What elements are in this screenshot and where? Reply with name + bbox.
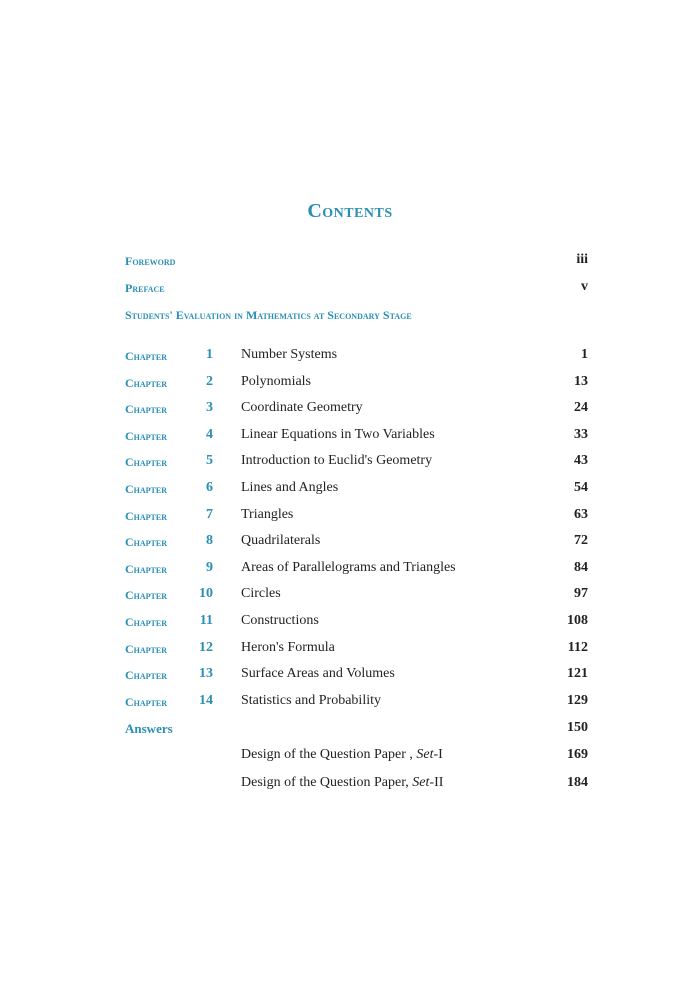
chapter-page: 121 (567, 666, 588, 682)
front-matter-item[interactable] (125, 279, 588, 301)
chapter-number: 9 (206, 559, 213, 575)
answers-row[interactable] (125, 720, 588, 742)
extra-set-label: Set (412, 775, 430, 790)
extra-item[interactable] (125, 775, 588, 797)
chapter-row[interactable] (125, 480, 588, 502)
chapter-row[interactable] (125, 427, 588, 449)
chapter-row[interactable] (125, 613, 588, 635)
chapter-title: Triangles (241, 506, 294, 522)
chapter-page: 97 (574, 586, 588, 602)
chapter-title: Polynomials (241, 373, 312, 389)
chapter-label: Chapter (125, 668, 168, 683)
chapter-label: Chapter (125, 455, 168, 470)
chapter-page: 33 (574, 426, 588, 442)
extra-page: 169 (567, 747, 588, 762)
chapter-title: Areas of Parallelograms and Triangles (241, 559, 456, 575)
chapter-label: Chapter (125, 641, 168, 656)
chapter-number: 7 (206, 506, 213, 522)
front-matter-label: Students' Evaluation in Mathematics at Secondary Stage (125, 308, 412, 322)
chapter-label: Chapter (125, 349, 168, 363)
chapter-number: 14 (199, 692, 213, 708)
chapter-page: 13 (574, 373, 588, 389)
chapter-page: 63 (574, 506, 588, 522)
chapter-row[interactable] (125, 347, 588, 369)
answers-label: Answers (125, 721, 173, 736)
chapter-page: 84 (574, 559, 588, 575)
chapter-number: 2 (206, 373, 213, 389)
page-title: Contents (307, 200, 393, 222)
chapter-label: Chapter (125, 615, 168, 629)
chapter-title: Number Systems (241, 347, 338, 362)
chapter-label: Chapter (125, 428, 168, 443)
chapter-number: 4 (206, 426, 213, 442)
chapter-label: Chapter (125, 561, 168, 576)
chapter-title: Coordinate Geometry (241, 400, 363, 416)
chapter-row[interactable] (125, 453, 588, 475)
chapter-number: 12 (199, 639, 213, 655)
chapter-row[interactable] (125, 560, 588, 582)
extra-title-text: Design of the Question Paper , (241, 747, 417, 762)
chapter-number: 11 (199, 613, 213, 628)
chapter-row[interactable] (125, 533, 588, 555)
extra-item[interactable] (125, 747, 588, 769)
chapter-page: 108 (567, 613, 588, 628)
chapter-number: 13 (199, 666, 213, 682)
front-matter-label: Foreword (125, 254, 176, 268)
chapter-row[interactable] (125, 640, 588, 662)
extra-title (241, 775, 443, 791)
extra-title-text: Design of the Question Paper, (241, 775, 413, 790)
chapter-label: Chapter (125, 588, 168, 603)
chapter-row[interactable] (125, 586, 588, 608)
chapter-title: Constructions (241, 613, 319, 628)
chapter-title: Quadrilaterals (241, 533, 321, 549)
chapter-label: Chapter (125, 508, 168, 523)
extra-page: 184 (567, 775, 588, 790)
chapter-page: 112 (567, 639, 588, 655)
chapter-number: 6 (206, 480, 213, 495)
chapter-number: 3 (206, 400, 213, 416)
front-matter-item[interactable] (125, 306, 588, 328)
extra-title (241, 747, 443, 763)
chapter-row[interactable] (125, 507, 588, 529)
extra-set-suffix: -I (433, 747, 443, 762)
chapter-title: Surface Areas and Volumes (241, 666, 395, 682)
chapter-label: Chapter (125, 694, 168, 709)
chapter-number: 8 (206, 533, 213, 549)
chapter-row[interactable] (125, 666, 588, 688)
chapter-page: 24 (574, 400, 588, 416)
chapter-page: 72 (574, 533, 588, 549)
chapter-title: Lines and Angles (241, 480, 339, 495)
front-matter-label: Preface (125, 281, 165, 295)
chapter-title: Heron's Formula (241, 639, 335, 655)
chapter-page: 1 (581, 347, 588, 362)
extra-set-suffix: -II (429, 775, 444, 790)
chapter-number: 10 (199, 586, 213, 602)
extra-set-label: Set (416, 747, 434, 762)
chapter-row[interactable] (125, 693, 588, 715)
front-matter-page: iii (576, 252, 588, 267)
chapter-row[interactable] (125, 400, 588, 422)
chapter-page: 43 (574, 453, 588, 469)
chapter-number: 5 (206, 453, 213, 469)
answers-page: 150 (567, 720, 588, 735)
front-matter-item[interactable] (125, 252, 588, 274)
chapter-number: 1 (206, 347, 213, 362)
chapter-row[interactable] (125, 374, 588, 396)
chapter-label: Chapter (125, 535, 168, 550)
chapter-label: Chapter (125, 402, 168, 417)
chapter-label: Chapter (125, 482, 168, 496)
front-matter-page: v (581, 279, 588, 294)
chapter-title: Circles (241, 586, 281, 602)
chapter-page: 54 (574, 480, 588, 495)
chapter-label: Chapter (125, 375, 168, 390)
chapter-title: Introduction to Euclid's Geometry (241, 453, 433, 469)
chapter-title: Statistics and Probability (241, 692, 381, 708)
chapter-page: 129 (567, 692, 588, 708)
chapter-title: Linear Equations in Two Variables (241, 426, 435, 442)
